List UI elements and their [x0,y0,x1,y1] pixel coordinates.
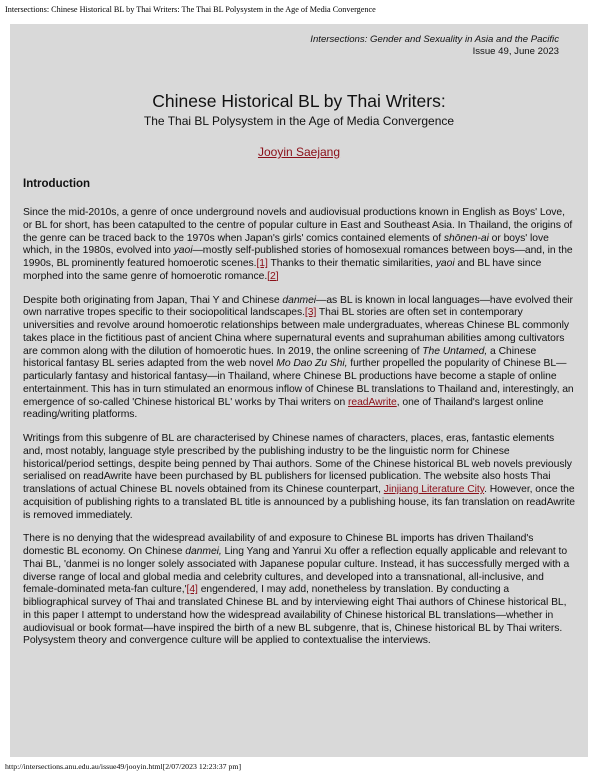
term: danmei [282,294,317,306]
text-run: a Chinese historical fantasy BL series adapted from the web novel [23,345,537,370]
footnote-link-1[interactable]: [1] [256,258,268,269]
text-run: Since the mid-2010s, a genre of once underground novels and audiovisual productions known in English as Boys' Love, or BL for short, has been catapulted to the centre of popular culture in East and Southeast Asia. In Thailand, the origins of the genre can be traced back to the 1970s when Japan's girls' comics contained elements of [23,207,573,244]
text-run: or boys' love which, in the 1980s, evolved into [23,232,549,257]
paragraph-2 [23,295,576,423]
text-run: , one of Thailand's largest online reading/writing platforms. [23,396,544,421]
journal-name: Intersections: Gender and Sexuality in Asia and the Pacific [310,34,559,45]
footnote-link-2[interactable]: [2] [267,270,279,282]
term: yaoi [173,245,193,257]
title-ref: Mo Dao Zu Shi, [276,358,348,370]
title-ref: The Untamed, [422,345,488,357]
term: yaoi [435,258,455,269]
text-run: Despite both originating from Japan, Thai Y and Chinese [23,294,283,306]
paragraph-3 [23,433,576,522]
text-run: There is no denying that the widespread availability of and exposure to Chinese BL imports has driven Thailand's domestic BL economy. On Chinese [23,533,534,557]
article-title: Chinese Historical BL by Thai Writers: [152,91,446,111]
text-run: —mostly self-published stories of homosexual romances between boys—and, in the 1990s, BL prominently featured homoerotic scenes. [23,245,573,269]
author-line [10,145,588,159]
term: shōnen-ai [443,232,489,244]
footnote-link-4[interactable]: [4] [186,584,198,596]
article-body [23,207,576,659]
text-run: Thai BL stories are often set in contemporary universities and revolve around homoerotic relationships between male undergraduates, whereas Chinese BL commonly takes place in the fictitious past of ancient China where supernatural events and suprahuman abilities among cultivators are common along with the dilution of homoerotic hues. In 2019, the online screening of [23,307,569,357]
issue-label: Issue 49, June 2023 [472,46,559,57]
text-run: further propelled the popularity of Chinese BL—particularly fantasy and historical fantasy—in Thailand, where Chinese BL productions have become a staple of online entertainment. This has in turn stimulated an enormous inflow of Chinese BL translations to Thailand and, interestingly, an emergence of so-called 'Chinese historical BL' works by Thai writers on [23,358,574,408]
text-run: engendered, I may add, nonetheless by translation. By conducting a bibliographical survey of Thai and translated Chinese BL and by interviewing eight Thai authors of Chinese historical BL, in this paper I attempt to understand how the widespread availability of Chinese historical BL translations—whether in audiovisual or book format—have inspired the birth of a new BL subgenre, that is, Chinese historical BL by Thai writers. Polysystem theory and convergence culture will be applied to contextualise the interviews. [23,584,567,647]
article-page [10,24,588,757]
readawrite-link[interactable]: readAwrite [347,396,397,408]
article-subtitle: The Thai BL Polysystem in the Age of Media Convergence [143,114,455,128]
text-run: . However, once the acquisition of publishing rights to a translated BL title is announced by a publishing house, its fan translation on readAwrite is removed immediately. [23,484,575,521]
print-header: Intersections: Chinese Historical BL by Thai Writers: The Thai BL Polysystem in the Age of Media Convergence [5,5,376,14]
text-run: Ling Yang and Yanrui Xu offer a reflection equally applicable and relevant to Thai BL, 'danmei is no longer solely associated with Japanese popular culture. Instead, it has successfully merged with a diverse range of local and global media and celebrity cultures, and developed into a transnational, all-inclusive, and female-dominated meta-fan culture,' [23,546,570,596]
author-link[interactable]: Jooyin Saejang [257,145,341,159]
text-run: Writings from this subgenre of BL are characterised by Chinese names of characters, places, eras, fantastic elements and, most notably, language style prescribed by the publishing industry to be the linguistic norm for Chinese historical/period settings, despite being penned by Thai authors. Some of the Chinese historical BL web novels previously serialised on readAwrite have been purchased by BL publishers for licensed publication. The website also hosts Thai translations of actual Chinese BL novels obtained from its Chinese counterpart, [23,433,572,495]
paragraph-4 [23,533,576,648]
section-heading: Introduction [23,178,91,190]
print-footer: http://intersections.anu.edu.au/issue49/jooyin.html[2/07/2023 12:23:37 pm] [5,762,242,771]
paragraph-1 [23,207,576,284]
text-run: and BL have since morphed into the same genre of homoerotic romance. [23,258,542,282]
journal-info [310,34,559,58]
text-run: Thanks to their thematic similarities, [267,258,436,269]
text-run: —as BL is known in local languages—have evolved their own narrative tropes specific to their sociopolitical landscapes. [23,294,573,319]
term: danmei, [185,546,222,557]
footnote-link-3[interactable]: [3] [304,307,317,319]
jinjiang-link[interactable]: Jinjiang Literature City [383,484,485,495]
